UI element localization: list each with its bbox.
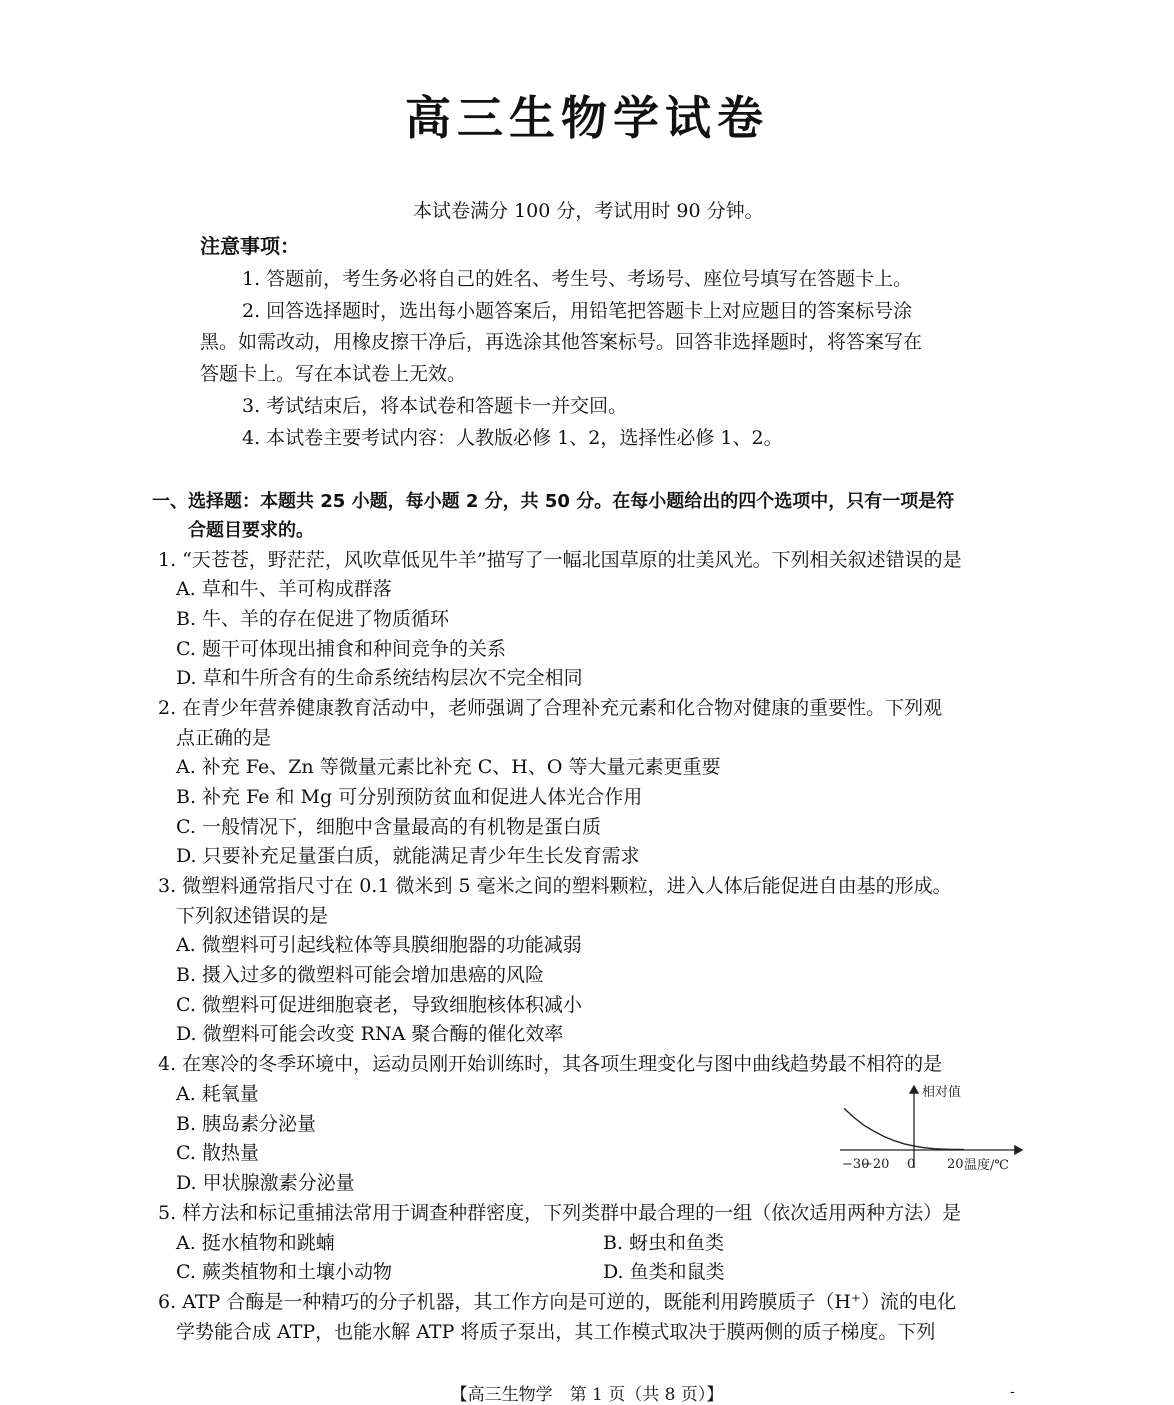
- question-5-option-d: D. 鱼类和鼠类: [603, 1261, 725, 1283]
- question-3-option-d: D. 微塑料可能会改变 RNA 聚合酶的催化效率: [176, 1023, 564, 1045]
- x-tick-label: −30: [842, 1157, 870, 1172]
- question-1-option-d: D. 草和牛所含有的生命系统结构层次不完全相同: [176, 667, 583, 689]
- question-2-stem: 2. 在青少年营养健康教育活动中，老师强调了合理补充元素和化合物对健康的重要性。下列观: [158, 697, 943, 719]
- corner-mark: -: [1010, 1384, 1015, 1400]
- question-1-option-b: B. 牛、羊的存在促进了物质循环: [176, 608, 450, 630]
- question-5-option-a: A. 挺水植物和跳蝻: [176, 1232, 335, 1254]
- question-3-option-a: A. 微塑料可引起线粒体等具膜细胞器的功能减弱: [176, 934, 582, 956]
- x-tick-label: 0: [907, 1157, 916, 1172]
- question-3-option-c: C. 微塑料可促进细胞衰老，导致细胞核体积减小: [176, 994, 582, 1016]
- page-footer: 【高三生物学 第 1 页（共 8 页）】: [450, 1385, 724, 1405]
- notice-line: 黑。如需改动，用橡皮擦干净后，再选涂其他答案标号。回答非选择题时，将答案写在: [200, 331, 923, 353]
- temperature-response-graph: [834, 1080, 1030, 1176]
- x-tick-label: 20: [947, 1157, 964, 1172]
- y-axis-label: 相对值: [922, 1085, 962, 1100]
- question-3-stem: 3. 微塑料通常指尺寸在 0.1 微米到 5 毫米之间的塑料颗粒，进入人体后能促进自由基的形成。: [158, 875, 952, 897]
- question-2-option-b: B. 补充 Fe 和 Mg 可分别预防贫血和促进人体光合作用: [176, 786, 643, 808]
- section-heading: 一、选择题：本题共 25 小题，每小题 2 分，共 50 分。在每小题给出的四个选项中，只有一项是符: [152, 491, 955, 512]
- question-4-option-d: D. 甲状腺激素分泌量: [176, 1172, 355, 1194]
- question-2-option-a: A. 补充 Fe、Zn 等微量元素比补充 C、H、O 等大量元素更重要: [176, 756, 721, 778]
- question-4-option-c: C. 散热量: [176, 1142, 259, 1164]
- question-3-option-b: B. 摄入过多的微塑料可能会增加患癌的风险: [176, 964, 545, 986]
- notice-line: 3. 考试结束后，将本试卷和答题卡一并交回。: [242, 395, 628, 417]
- exam-intro: 本试卷满分 100 分，考试用时 90 分钟。: [413, 200, 764, 222]
- notice-line: 2. 回答选择题时，选出每小题答案后，用铅笔把答题卡上对应题目的答案标号涂: [242, 300, 913, 322]
- notice-heading: 注意事项：: [200, 234, 300, 258]
- question-6-stem: 6. ATP 合酶是一种精巧的分子机器，其工作方向是可逆的，既能利用跨膜质子（H⁺）流的电化: [158, 1291, 956, 1313]
- notice-line: 答题卡上。写在本试卷上无效。: [200, 363, 467, 385]
- question-3-stem-cont: 下列叙述错误的是: [176, 905, 329, 927]
- question-1-option-c: C. 题干可体现出捕食和种间竞争的关系: [176, 638, 506, 660]
- question-5-stem: 5. 样方法和标记重捕法常用于调查种群密度，下列类群中最合理的一组（依次适用两种方法）是: [158, 1202, 962, 1224]
- response-curve: [844, 1108, 964, 1149]
- notice-line: 1. 答题前，考生务必将自己的姓名、考生号、考场号、座位号填写在答题卡上。: [242, 268, 913, 290]
- question-2-option-c: C. 一般情况下，细胞中含量最高的有机物是蛋白质: [176, 816, 601, 838]
- question-1-stem: 1. “天苍苍，野茫茫，风吹草低见牛羊”描写了一幅北国草原的壮美风光。下列相关叙述错误的是: [158, 549, 962, 571]
- question-1-option-a: A. 草和牛、羊可构成群落: [176, 578, 392, 600]
- question-2-stem-cont: 点正确的是: [176, 727, 272, 749]
- page-title: 高三生物学试卷: [405, 91, 769, 145]
- question-5-option-c: C. 蕨类植物和土壤小动物: [176, 1261, 392, 1283]
- question-5-option-b: B. 蚜虫和鱼类: [603, 1232, 725, 1254]
- notice-line: 4. 本试卷主要考试内容：人教版必修 1、2，选择性必修 1、2。: [242, 427, 783, 449]
- question-4-option-a: A. 耗氧量: [176, 1083, 259, 1105]
- section-heading-cont: 合题目要求的。: [188, 520, 314, 541]
- x-axis-label: 温度/℃: [964, 1158, 1009, 1173]
- x-tick-label: −20: [862, 1157, 890, 1172]
- question-4-stem: 4. 在寒冷的冬季环境中，运动员刚开始训练时，其各项生理变化与图中曲线趋势最不相符的是: [158, 1053, 943, 1075]
- question-2-option-d: D. 只要补充足量蛋白质，就能满足青少年生长发育需求: [176, 845, 640, 867]
- question-4-option-b: B. 胰岛素分泌量: [176, 1113, 317, 1135]
- question-6-stem-cont: 学势能合成 ATP，也能水解 ATP 将质子泵出，其工作模式取决于膜两侧的质子梯度。下列: [176, 1321, 936, 1343]
